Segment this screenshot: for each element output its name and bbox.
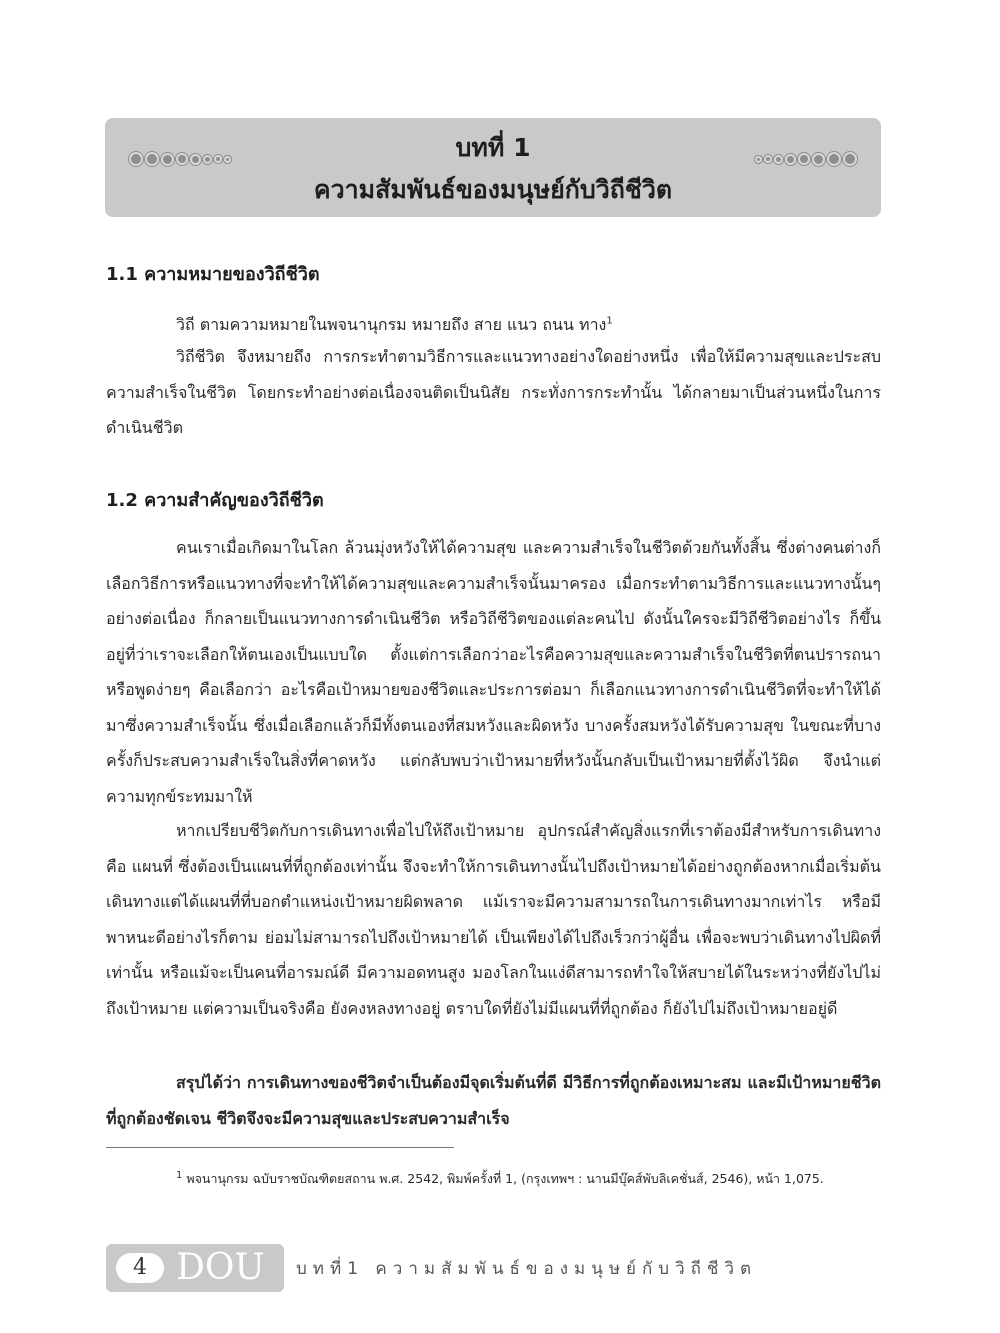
- footer-badge: [106, 1244, 284, 1292]
- decorative-dots-right: [757, 154, 855, 164]
- section-heading-1-1: 1.1 ความหมายของวิถีชีวิต: [106, 264, 320, 285]
- footer-chapter-title: บทที่1 ความสัมพันธ์ของมนุษย์กับวิถีชีวิต: [296, 1259, 758, 1279]
- footnote-divider: [106, 1147, 454, 1148]
- page-number: 4: [116, 1253, 164, 1283]
- paragraph-meaning: วิถีชีวิต จึงหมายถึง การกระทำตามวิธีการและแนวทางอย่างใดอย่างหนึ่ง เพื่อให้มีความสุขและประสบความสำเร็จในชีวิต โดยกระทำอย่างต่อเนื่องจนติดเป็นนิสัย กระทั่งการกระทำนั้น ได้กลายมาเป็นส่วนหนึ่งในการดำเนินชีวิต: [106, 347, 881, 437]
- footnote-text: พจนานุกรม ฉบับราชบัณฑิตยสถาน พ.ศ. 2542, พิมพ์ครั้งที่ 1, (กรุงเทพฯ : นานมีบุ๊คส์พับลิเคชั่นส์, 2546), หน้า 1,075.: [182, 1171, 824, 1186]
- dot-icon: [845, 154, 855, 164]
- paragraph-summary: สรุปได้ว่า การเดินทางของชีวิตจำเป็นต้องมีจุดเริ่มต้นที่ดี มีวิธีการที่ถูกต้องเหมาะสม และมีเป้าหมายชีวิตที่ถูกต้องชัดเจน ชีวิตจึงจะมีความสุขและประสบความสำเร็จ: [106, 1073, 881, 1128]
- chapter-header: [105, 118, 881, 217]
- paragraph-text: วิถี ตามความหมายในพจนานุกรม หมายถึง สาย แนว ถนน ทาง: [176, 315, 607, 334]
- footnote: [106, 1166, 882, 1192]
- footnote-number: 1: [176, 1169, 183, 1181]
- dot-icon: [766, 157, 770, 161]
- chapter-number: บทที่ 1: [455, 133, 531, 162]
- dot-icon: [800, 155, 808, 163]
- dot-icon: [829, 154, 839, 164]
- paragraph-importance-2: หากเปรียบชีวิตกับการเดินทางเพื่อไปให้ถึงเป้าหมาย อุปกรณ์สำคัญสิ่งแรกที่เราต้องมีสำหรับการเดินทาง คือ แผนที่ ซึ่งต้องเป็นแผนที่ที่ถูกต้องเท่านั้น จึงจะทำให้การเดินทางนั้นไปถึงเป้าหมายได้อย่างถูกต้องหากเมื่อเริ่มต้นเดินทางแต่ได้แผนที่ที่บอกตำแหน่งเป้าหมายผิดพลาด แม้เราจะมีความสามารถในการเดินทางมากเท่าไร หรือมีพาหนะดีอย่างไรก็ตาม ย่อมไม่สามารถไปถึงเป้าหมายได้ เป็นเพียงได้ไปถึงเร็วกว่าผู้อื่น เพื่อจะพบว่าเดินทางไปผิดที่เท่านั้น หรือแม้จะเป็นคนที่อารมณ์ดี มีความอดทนสูง มองโลกในแง่ดีสามารถทำใจให้สบายได้ในระหว่างที่ยังไปไม่ถึงเป้าหมาย แต่ความเป็นจริงคือ ยังคงหลงทางอยู่ ตราบใดที่ยังไม่มีแผนที่ที่ถูกต้อง ก็ยังไปไม่ถึงเป้าหมายอยู่ดี: [106, 821, 881, 1018]
- chapter-title: ความสัมพันธ์ของมนุษย์กับวิถีชีวิต: [313, 175, 673, 204]
- dot-icon: [757, 158, 760, 161]
- dot-icon: [776, 157, 781, 162]
- section-heading-1-2: 1.2 ความสำคัญของวิถีชีวิต: [106, 490, 324, 511]
- dot-icon: [787, 156, 794, 163]
- dou-logo: DOU: [176, 1247, 265, 1288]
- paragraph-definition: [106, 307, 881, 343]
- footnote-reference[interactable]: 1: [606, 315, 613, 327]
- dot-icon: [814, 155, 823, 164]
- paragraph-importance-1: คนเราเมื่อเกิดมาในโลก ล้วนมุ่งหวังให้ได้ความสุข และความสำเร็จในชีวิตด้วยกันทั้งสิ้น ซึ่งต่างคนต่างก็เลือกวิธีการหรือแนวทางที่จะทำให้ได้ความสุขและความสำเร็จนั้นมาครอง เมื่อกระทำตามวิธีการและแนวทางนั้นๆ อย่างต่อเนื่อง ก็กลายเป็นแนวทางการดำเนินชีวิต หรือวิถีชีวิตของแต่ละคนไป ดังนั้นใครจะมีวิถีชีวิตอย่างไร ก็ขึ้นอยู่ที่ว่าเราจะเลือกให้ตนเองเป็นแบบใด ตั้งแต่การเลือกว่าอะไรคือความสุขและความสำเร็จในชีวิตที่ตนปรารถนา หรือพูดง่ายๆ คือเลือกว่า อะไรคือเป้าหมายของชีวิตและประการต่อมา ก็เลือกแนวทางการดำเนินชีวิตที่จะทำให้ได้มาซึ่งความสำเร็จนั้น ซึ่งเมื่อเลือกแล้วก็มีทั้งตนเองที่สมหวังและผิดหวัง บางครั้งสมหวังได้รับความสุข ในขณะที่บางครั้งก็ประสบความสำเร็จในสิ่งที่คาดหวัง แต่กลับพบว่าเป้าหมายที่หวังนั้นกลับเป็นเป้าหมายที่ตั้งไว้ผิด จึงนำแต่ความทุกข์ระทมมาให้: [106, 538, 881, 806]
